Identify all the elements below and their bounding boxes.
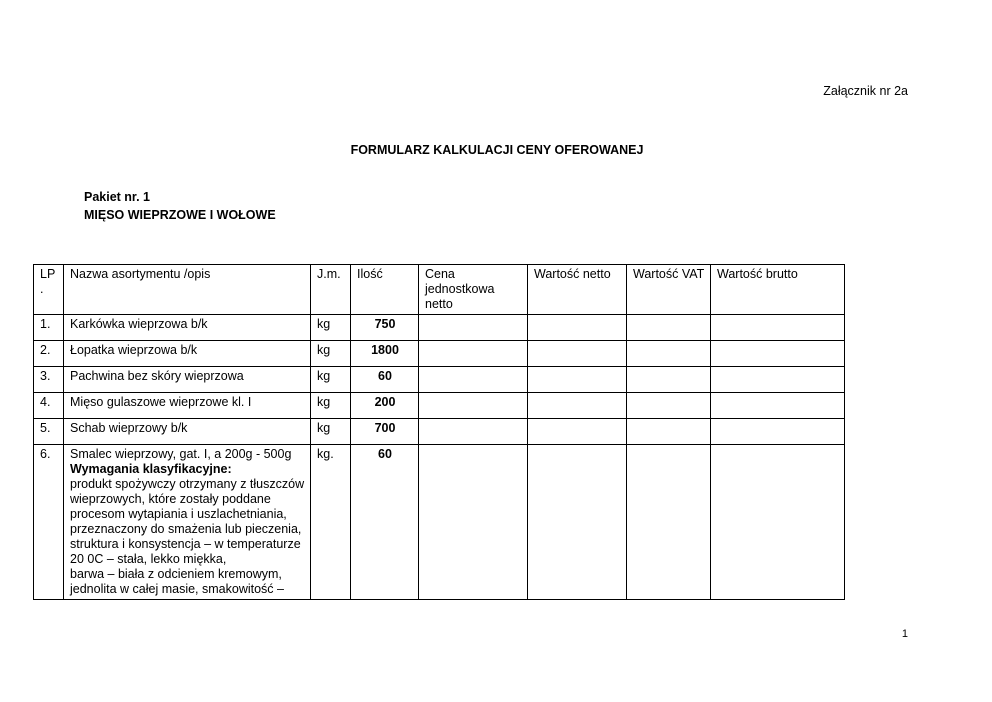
header-gross-value: Wartość brutto bbox=[711, 265, 845, 315]
row-lp: 3. bbox=[34, 367, 64, 393]
table-row bbox=[34, 341, 845, 367]
row-net-value-cell bbox=[528, 315, 627, 341]
row-gross-value-cell bbox=[711, 367, 845, 393]
row-lp: 5. bbox=[34, 419, 64, 445]
row-gross-value-cell bbox=[711, 341, 845, 367]
header-unit-price: Cena jednostkowa netto bbox=[419, 265, 528, 315]
table-row bbox=[34, 419, 845, 445]
table-row bbox=[34, 367, 845, 393]
page-number: 1 bbox=[901, 628, 908, 640]
row-lp: 6. bbox=[34, 445, 64, 600]
row-gross-value-cell bbox=[711, 393, 845, 419]
header-name: Nazwa asortymentu /opis bbox=[64, 265, 311, 315]
row-unit: kg. bbox=[311, 445, 351, 600]
row-name: Karkówka wieprzowa b/k bbox=[64, 315, 311, 341]
row-vat-value-cell bbox=[627, 367, 711, 393]
table-row bbox=[34, 445, 845, 600]
header-unit: J.m. bbox=[311, 265, 351, 315]
header-lp: LP . bbox=[34, 265, 64, 315]
header-net-value: Wartość netto bbox=[528, 265, 627, 315]
package-name: MIĘSO WIEPRZOWE I WOŁOWE bbox=[84, 208, 276, 222]
package-heading bbox=[84, 188, 276, 224]
form-title: FORMULARZ KALKULACJI CENY OFEROWANEJ bbox=[350, 143, 644, 157]
row-vat-value-cell bbox=[627, 315, 711, 341]
row-unit-price-cell bbox=[419, 367, 528, 393]
row-net-value-cell bbox=[528, 445, 627, 600]
row-vat-value-cell bbox=[627, 445, 711, 600]
row-lp: 2. bbox=[34, 341, 64, 367]
row-qty: 1800 bbox=[351, 341, 419, 367]
row-lp: 4. bbox=[34, 393, 64, 419]
row-net-value-cell bbox=[528, 393, 627, 419]
calculation-table bbox=[33, 264, 845, 600]
row-qty: 60 bbox=[351, 445, 419, 600]
row-unit: kg bbox=[311, 315, 351, 341]
row-name: Schab wieprzowy b/k bbox=[64, 419, 311, 445]
row-name-description bbox=[64, 445, 311, 600]
row-unit-price-cell bbox=[419, 419, 528, 445]
row-vat-value-cell bbox=[627, 393, 711, 419]
table-row bbox=[34, 393, 845, 419]
row-unit-price-cell bbox=[419, 393, 528, 419]
row-name: Smalec wieprzowy, gat. I, a 200g - 500g bbox=[70, 447, 292, 461]
row-net-value-cell bbox=[528, 367, 627, 393]
requirements-description: produkt spożywczy otrzymany z tłuszczów wieprzowych, które zostały poddane procesom wytapiania i uszlachetniania, przeznaczony do smażenia lub pieczenia, struktura i konsystencja – w temperaturze 20 0C – stała, lekko miękka, bbox=[70, 477, 305, 566]
row-name: Mięso gulaszowe wieprzowe kl. I bbox=[64, 393, 311, 419]
row-unit-price-cell bbox=[419, 341, 528, 367]
row-qty: 700 bbox=[351, 419, 419, 445]
row-unit: kg bbox=[311, 341, 351, 367]
row-gross-value-cell bbox=[711, 315, 845, 341]
row-net-value-cell bbox=[528, 419, 627, 445]
row-unit-price-cell bbox=[419, 315, 528, 341]
table-row bbox=[34, 315, 845, 341]
header-vat-value: Wartość VAT bbox=[627, 265, 711, 315]
row-gross-value-cell bbox=[711, 445, 845, 600]
row-name: Łopatka wieprzowa b/k bbox=[64, 341, 311, 367]
row-net-value-cell bbox=[528, 341, 627, 367]
header-qty: Ilość bbox=[351, 265, 419, 315]
row-qty: 750 bbox=[351, 315, 419, 341]
row-unit-price-cell bbox=[419, 445, 528, 600]
row-unit: kg bbox=[311, 419, 351, 445]
table-header-row bbox=[34, 265, 845, 315]
row-qty: 200 bbox=[351, 393, 419, 419]
row-unit: kg bbox=[311, 393, 351, 419]
row-gross-value-cell bbox=[711, 419, 845, 445]
package-number: Pakiet nr. 1 bbox=[84, 190, 151, 204]
requirements-label: Wymagania klasyfikacyjne: bbox=[70, 462, 232, 476]
requirements-description-continued: barwa – biała z odcieniem kremowym, jednolita w całej masie, smakowitość – bbox=[70, 567, 284, 596]
annex-label: Załącznik nr 2a bbox=[823, 84, 908, 98]
row-unit: kg bbox=[311, 367, 351, 393]
row-vat-value-cell bbox=[627, 341, 711, 367]
row-qty: 60 bbox=[351, 367, 419, 393]
row-name: Pachwina bez skóry wieprzowa bbox=[64, 367, 311, 393]
row-lp: 1. bbox=[34, 315, 64, 341]
row-vat-value-cell bbox=[627, 419, 711, 445]
